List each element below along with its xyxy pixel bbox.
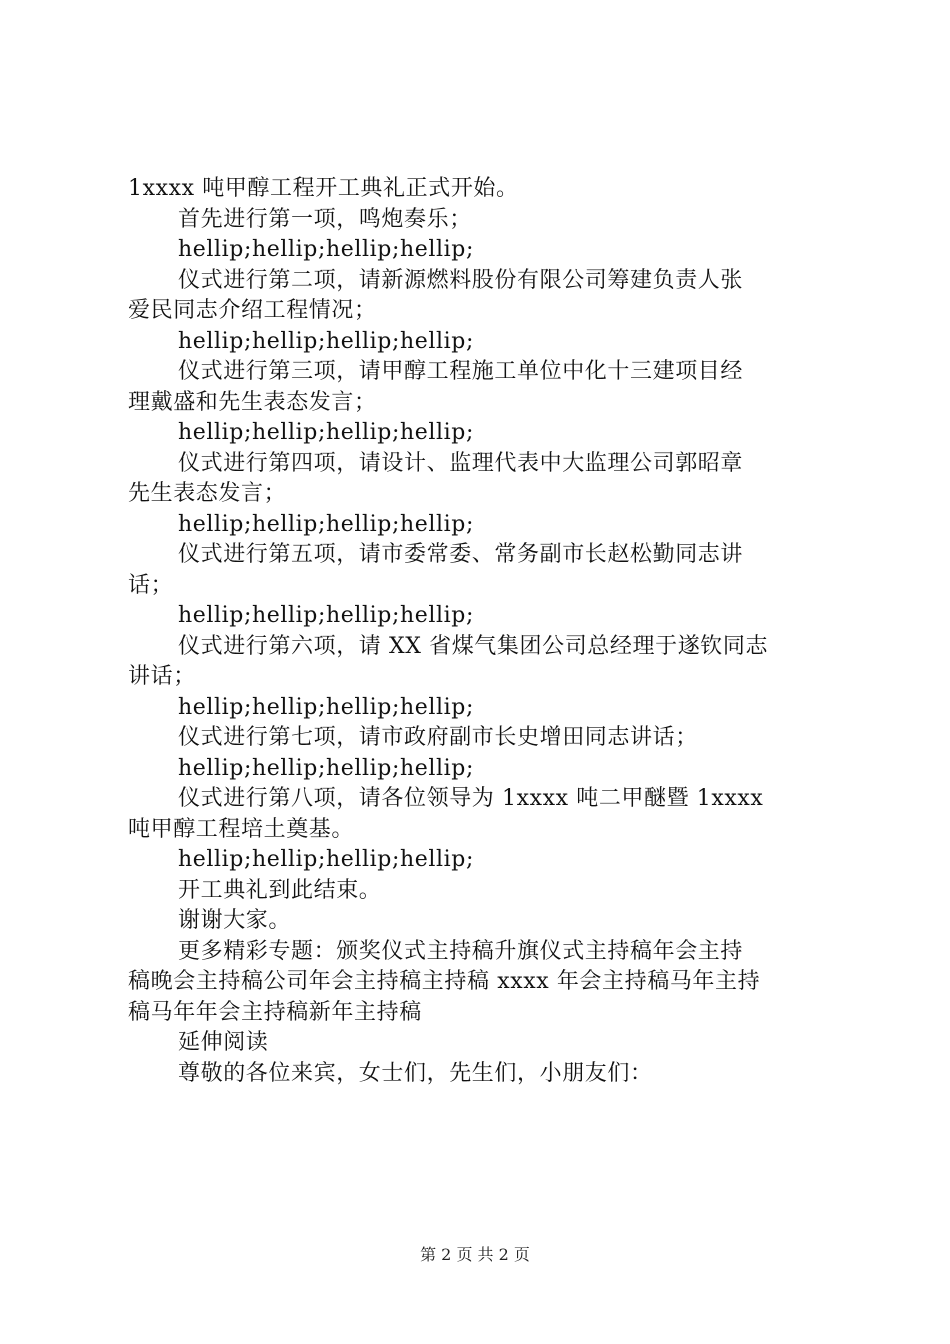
- text-line-13: 仪式进行第五项，请市委常委、常务副市长赵松勤同志讲: [178, 542, 744, 567]
- text-line-11: 先生表态发言；: [128, 481, 287, 506]
- text-line-18: hellip;hellip;hellip;hellip;: [178, 694, 474, 720]
- text-line-15: hellip;hellip;hellip;hellip;: [178, 603, 474, 628]
- document-body: [128, 174, 833, 1089]
- text-line-24: 开工典礼到此结束。: [178, 877, 382, 903]
- text-line-1: 1xxxx 吨甲醇工程开工典礼正式开始。: [128, 176, 519, 201]
- text-line-29: 延伸阅读: [178, 1030, 269, 1055]
- text-line-28: 稿马年年会主持稿新年主持稿: [128, 999, 422, 1025]
- page-number-footer: 第 2 页 共 2 页: [420, 1245, 530, 1264]
- text-line-2: 首先进行第一项，鸣炮奏乐；: [178, 206, 472, 232]
- text-line-12: hellip;hellip;hellip;hellip;: [178, 511, 474, 537]
- text-line-7: 仪式进行第三项，请甲醇工程施工单位中化十三建项目经: [178, 359, 744, 384]
- text-line-25: 谢谢大家。: [178, 908, 292, 933]
- text-line-5: 爱民同志介绍工程情况；: [128, 298, 377, 323]
- text-line-21: 仪式进行第八项，请各位领导为 1xxxx 吨二甲醚暨 1xxxx: [178, 786, 764, 811]
- text-line-16: 仪式进行第六项，请 XX 省煤气集团公司总经理于遂钦同志: [178, 633, 769, 659]
- text-line-19: 仪式进行第七项，请市政府副市长史增田同志讲话；: [178, 725, 698, 750]
- text-line-9: hellip;hellip;hellip;hellip;: [178, 420, 474, 445]
- text-line-4: 仪式进行第二项，请新源燃料股份有限公司筹建负责人张: [178, 267, 744, 293]
- text-line-22: 吨甲醇工程培土奠基。: [128, 816, 355, 842]
- text-line-23: hellip;hellip;hellip;hellip;: [178, 847, 474, 872]
- text-line-3: hellip;hellip;hellip;hellip;: [178, 237, 474, 262]
- text-line-27: 稿晚会主持稿公司年会主持稿主持稿 xxxx 年会主持稿马年主持: [128, 969, 761, 994]
- text-line-6: hellip;hellip;hellip;hellip;: [178, 328, 474, 354]
- text-line-26: 更多精彩专题：颁奖仪式主持稿升旗仪式主持稿年会主持: [178, 938, 744, 964]
- text-line-20: hellip;hellip;hellip;hellip;: [178, 755, 474, 781]
- text-line-30: 尊敬的各位来宾，女士们，先生们，小朋友们：: [178, 1060, 653, 1086]
- text-line-14: 话；: [128, 572, 174, 598]
- text-line-17: 讲话；: [128, 664, 196, 689]
- text-line-8: 理戴盛和先生表态发言；: [128, 389, 377, 415]
- text-line-10: 仪式进行第四项，请设计、监理代表中大监理公司郭昭章: [178, 450, 744, 476]
